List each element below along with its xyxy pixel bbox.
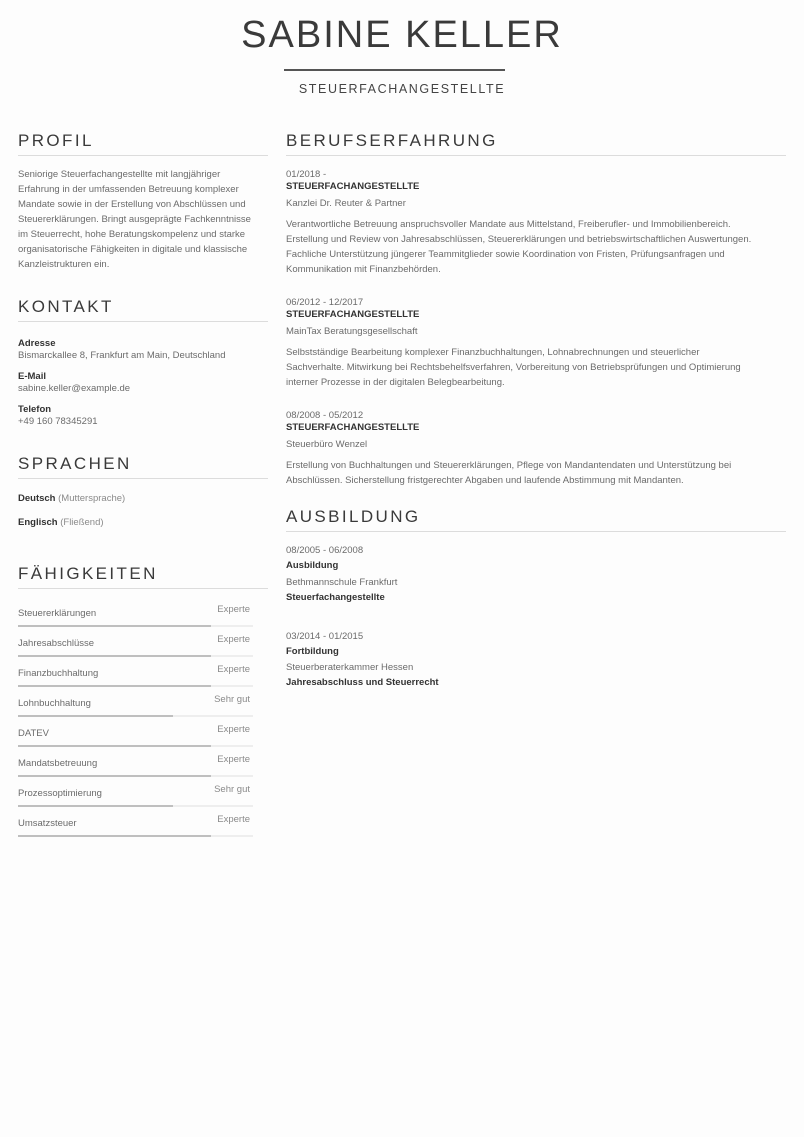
skill-row [18,690,253,720]
skill-bar-track [18,745,253,747]
skill-bar-track [18,685,253,687]
address-label: Adresse [18,338,56,349]
skill-level: Experte [217,604,250,615]
skill-level: Sehr gut [214,784,250,795]
job-description-line: Abschlüssen. Sicherstellung fristgerechter Abgaben und laufende Abstimmung mit Mandanten. [286,475,684,486]
education-institution: Steuerberaterkammer Hessen [286,662,414,673]
profil-line: Erfahrung in der umfassenden Betreuung komplexer [18,184,239,195]
education-degree: Jahresabschluss und Steuerrecht [286,677,439,688]
job-date: 06/2012 - 12/2017 [286,297,364,308]
skill-bar-fill [18,715,173,717]
language-name: Deutsch [18,493,56,504]
job-description-line: interner Prozesse in der digitalen Belegbearbeitung. [286,377,505,388]
skill-bar-track [18,715,253,717]
skill-level: Experte [217,664,250,675]
kontakt-divider [18,321,268,322]
email-value[interactable]: sabine.keller@example.de [18,383,131,394]
language-item [18,491,125,506]
skill-row [18,630,253,660]
job-description-line: Fachliche Unterstützung jüngerer Teammitglieder sowie Koordination von Fristen, Prüfungsanfragen und [286,249,725,260]
faehigkeiten-divider [18,588,268,589]
job-role: STEUERFACHANGESTELLTE [286,422,420,433]
phone-label: Telefon [18,404,52,415]
skill-bar-track [18,775,253,777]
job-description-line: Erstellung und Review von Jahresabschlüssen, Steuererklärungen und betriebswirtschaftlichen Auswertungen. [286,234,752,245]
education-type: Ausbildung [286,560,339,571]
ausbildung-divider [286,531,786,532]
job-date: 08/2008 - 05/2012 [286,410,364,421]
job-role: STEUERFACHANGESTELLTE [286,181,420,192]
skill-name: Steuererklärungen [18,608,97,619]
job-description-line: Sachverhalte. Mitwirkung bei Rechtsbehelfsverfahren, Vorbereitung von Betriebsprüfungen und Optimierung [286,362,741,373]
kontakt-heading: KONTAKT [18,297,114,316]
skill-level: Experte [217,814,250,825]
profil-line: im Steuerrecht, hohe Beratungskompelenz und starke [18,229,246,240]
skill-level: Sehr gut [214,694,250,705]
address-value: Bismarckallee 8, Frankfurt am Main, Deutschland [18,350,226,361]
sprachen-divider [18,478,268,479]
person-name: SABINE KELLER [241,14,563,56]
education-date: 08/2005 - 06/2008 [286,545,364,556]
job-company: MainTax Beratungsgesellschaft [286,326,418,337]
job-role: STEUERFACHANGESTELLTE [286,309,420,320]
skill-level: Experte [217,754,250,765]
job-description-line: Erstellung von Buchhaltungen und Steuererklärungen, Pflege von Mandantendaten und Unterstützung bei [286,460,732,471]
email-label: E-Mail [18,371,46,382]
profil-line: Steuererklärungen. Bringt ausgeprägte Fachkenntnisse [18,214,251,225]
name-divider [284,69,505,71]
skill-name: DATEV [18,728,49,739]
skill-name: Finanzbuchhaltung [18,668,99,679]
job-date: 01/2018 - [286,169,327,180]
skill-bar-fill [18,835,211,837]
skill-bar-track [18,835,253,837]
language-level: (Muttersprache) [58,493,126,504]
education-type: Fortbildung [286,646,339,657]
education-date: 03/2014 - 01/2015 [286,631,364,642]
skill-bar-track [18,655,253,657]
skill-bar-fill [18,655,211,657]
skill-row [18,780,253,810]
skill-name: Umsatzsteuer [18,818,77,829]
skill-level: Experte [217,634,250,645]
skill-name: Prozessoptimierung [18,788,102,799]
profil-line: organisatorische Fähigkeiten in digitale und klassische [18,244,248,255]
language-level: (Fließend) [60,517,104,528]
job-company: Kanzlei Dr. Reuter & Partner [286,198,406,209]
skill-bar-track [18,805,253,807]
skill-level: Experte [217,724,250,735]
phone-value: +49 160 78345291 [18,416,98,427]
skill-row [18,600,253,630]
skill-bar-fill [18,775,211,777]
skill-bar-track [18,625,253,627]
skill-name: Mandatsbetreuung [18,758,98,769]
education-institution: Bethmannschule Frankfurt [286,577,398,588]
profil-heading: PROFIL [18,131,94,150]
job-title: STEUERFACHANGESTELLTE [298,82,506,96]
language-name: Englisch [18,517,58,528]
skill-row [18,750,253,780]
berufserfahrung-divider [286,155,786,156]
profil-line: Mandate sowie in der Erstellung von Abschlüssen und [18,199,246,210]
language-item [18,515,104,530]
job-description-line: Verantwortliche Betreuung anspruchsvoller Mandate aus Mittelstand, Freiberufler- und Immobilienbereich. [286,219,731,230]
skill-bar-fill [18,805,173,807]
profil-line: Seniorige Steuerfachangestellte mit langjähriger [18,169,221,180]
skill-row [18,720,253,750]
ausbildung-heading: AUSBILDUNG [286,507,421,526]
skill-bar-fill [18,625,211,627]
job-description-line: Selbstständige Bearbeitung komplexer Finanzbuchhaltungen, Lohnabrechnungen und steuerlicher [286,347,700,358]
faehigkeiten-heading: FÄHIGKEITEN [18,564,158,583]
job-company: Steuerbüro Wenzel [286,439,368,450]
berufserfahrung-heading: BERUFSERFAHRUNG [286,131,498,150]
skill-row [18,660,253,690]
sprachen-heading: SPRACHEN [18,454,132,473]
job-description-line: Kommunikation mit Finanzbehörden. [286,264,441,275]
profil-line: Kanzleistrukturen ein. [18,259,110,270]
skill-row [18,810,253,840]
skill-name: Lohnbuchhaltung [18,698,91,709]
skill-bar-fill [18,685,211,687]
education-degree: Steuerfachangestellte [286,592,385,603]
skill-bar-fill [18,745,211,747]
profil-divider [18,155,268,156]
skill-name: Jahresabschlüsse [18,638,95,649]
